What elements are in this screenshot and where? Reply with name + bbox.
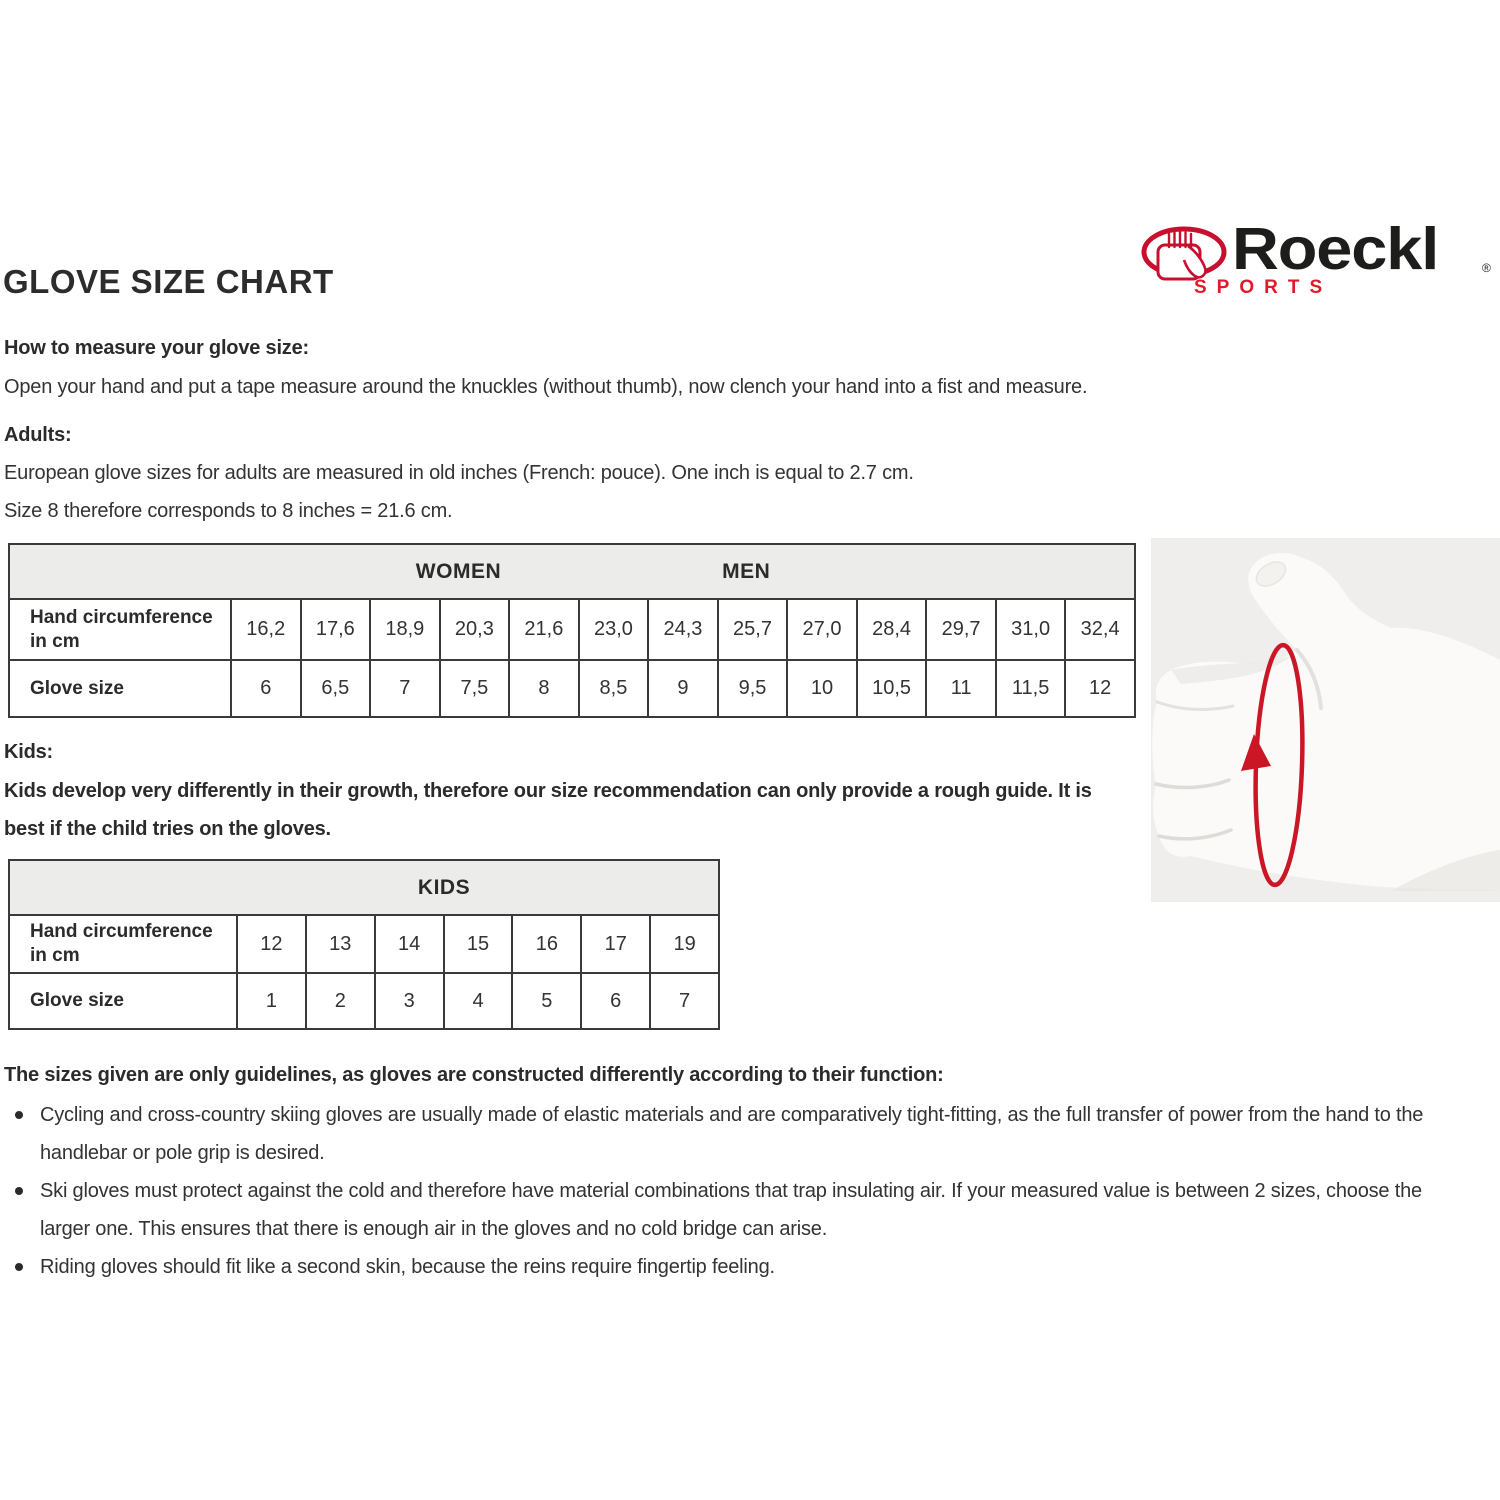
roeckl-sports-logo [1141,216,1500,304]
table-cell: 12 [1064,661,1134,716]
row-label-glove-size: Glove size [30,990,124,1011]
kids-heading: Kids: [4,741,54,763]
table-cell: 10 [786,661,856,716]
men-column-group-header: MEN [722,559,771,583]
table-cell: 6 [230,661,300,716]
table-cell: 6,5 [300,661,370,716]
table-cell: 17 [580,916,649,972]
table-cell: 4 [443,974,512,1028]
table-row [10,972,718,1028]
guideline-bullet: Ski gloves must protect against the cold and therefore have material combinations that trap insulating air. If your measured value is between 2 sizes, choose the larger one. This ensures that there is enough air in the gloves and no cold bridge can arise. [12,1172,1474,1248]
table-cell: 11,5 [995,661,1065,716]
table-row [10,659,1134,716]
circumference-values [230,600,1134,659]
guideline-bullet: Cycling and cross-country skiing gloves are usually made of elastic materials and are comparatively tight-fitting, as the full transfer of power from the hand to the handlebar or pole grip is desired. [12,1096,1474,1172]
table-cell: 7 [649,974,718,1028]
row-label-hand-circumference: Hand circumference in cm [30,606,213,652]
measure-instructions-heading: How to measure your glove size: [4,337,309,359]
guideline-bullet: Riding gloves should fit like a second skin, because the reins require fingertip feeling. [12,1248,1474,1286]
logo-brand-text: Roeckl [1232,216,1439,282]
kids-column-group-header: KIDS [417,875,471,899]
kids-table-header-row [10,861,718,916]
adults-heading: Adults: [4,424,72,446]
table-cell: 8 [508,661,578,716]
table-cell: 17,6 [300,600,370,659]
adults-text-line1: European glove sizes for adults are measured in old inches (French: pouce). One inch is equal to 2.7 cm. [4,462,914,484]
table-row [10,916,718,972]
adults-table-header-row [10,545,1134,600]
table-cell: 3 [374,974,443,1028]
table-cell: 29,7 [925,600,995,659]
glove-size-values [236,974,718,1028]
table-cell: 14 [374,916,443,972]
row-label-hand-circumference: Hand circumference in cm [30,921,213,966]
women-column-group-header: WOMEN [415,559,502,583]
kids-text: Kids develop very differently in their growth, therefore our size recommendation can only provide a rough guide. It is best if the child tries on the gloves. [4,780,1092,840]
logo-sports-text: SPORTS [1194,277,1333,298]
glove-size-values [230,661,1134,716]
row-label-glove-size: Glove size [30,677,124,699]
table-cell: 15 [443,916,512,972]
table-cell: 9 [647,661,717,716]
table-cell: 9,5 [717,661,787,716]
table-cell: 24,3 [647,600,717,659]
table-cell: 23,0 [578,600,648,659]
table-cell: 19 [649,916,718,972]
table-cell: 28,4 [856,600,926,659]
adults-text-line2: Size 8 therefore corresponds to 8 inches = 21.6 cm. [4,500,453,522]
guidelines-heading: The sizes given are only guidelines, as gloves are constructed differently according to their function: [4,1064,944,1086]
table-cell: 8,5 [578,661,648,716]
table-cell: 7 [369,661,439,716]
table-cell: 21,6 [508,600,578,659]
table-cell: 6 [580,974,649,1028]
kids-size-table [8,859,720,1030]
table-cell: 7,5 [439,661,509,716]
table-cell: 31,0 [995,600,1065,659]
table-cell: 32,4 [1064,600,1134,659]
table-cell: 12 [236,916,305,972]
table-cell: 2 [305,974,374,1028]
table-row [10,600,1134,659]
table-cell: 16,2 [230,600,300,659]
table-cell: 16 [511,916,580,972]
guidelines-list [12,1096,1474,1286]
table-cell: 1 [236,974,305,1028]
measure-instructions-text: Open your hand and put a tape measure around the knuckles (without thumb), now clench your hand into a fist and measure. [4,376,1088,398]
table-cell: 20,3 [439,600,509,659]
table-cell: 27,0 [786,600,856,659]
table-cell: 25,7 [717,600,787,659]
circumference-values [236,916,718,972]
table-cell: 10,5 [856,661,926,716]
registered-trademark-mark: ® [1482,261,1491,275]
table-cell: 18,9 [369,600,439,659]
page-title: GLOVE SIZE CHART [3,263,334,300]
adults-size-table [8,543,1136,718]
table-cell: 5 [511,974,580,1028]
table-cell: 13 [305,916,374,972]
table-cell: 11 [925,661,995,716]
hand-measure-figure [1151,538,1500,904]
